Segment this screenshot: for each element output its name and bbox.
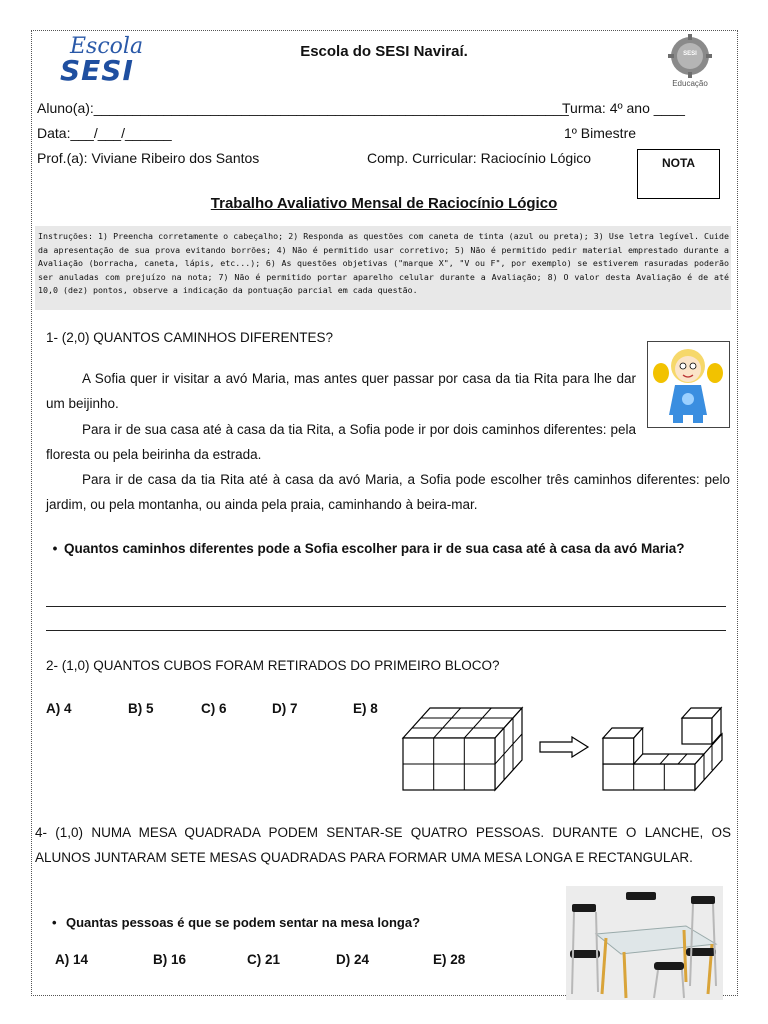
- table-chairs-photo: [566, 886, 723, 1000]
- school-name: Escola do SESI Naviraí.: [300, 43, 468, 60]
- logo-escola-text: Escola: [70, 34, 144, 59]
- q1-paragraph-2: Para ir de sua casa até à casa da tia Rita, a Sofia pode ir por dois caminhos diferentes: pela floresta ou pela beirinha da estrada.: [46, 422, 636, 462]
- q4-question: [52, 910, 552, 935]
- q4-option-c[interactable]: C) 21: [247, 952, 281, 967]
- aluno-field[interactable]: Aluno(a):_____________________________________________________________: [37, 100, 569, 116]
- bimestre-label: 1º Bimestre: [564, 125, 637, 141]
- q4-option-e[interactable]: E) 28: [433, 952, 466, 967]
- q4-option-d[interactable]: D) 24: [336, 952, 370, 967]
- q1-paragraph-1: A Sofia quer ir visitar a avó Maria, mas antes quer passar por casa da tia Rita para lhe dar um beijinho.: [46, 371, 636, 411]
- data-field[interactable]: Data:___/___/______: [37, 125, 172, 141]
- cube-block-remaining-icon: [600, 702, 725, 792]
- badge-bottom-text: Educação: [672, 79, 708, 88]
- logo-sesi-text: SESI: [60, 54, 134, 87]
- q4-option-b[interactable]: B) 16: [153, 952, 187, 967]
- bullet-icon: •: [52, 915, 57, 930]
- q4-heading: 4- (1,0) NUMA MESA QUADRADA PODEM SENTAR-SE QUATRO PESSOAS. DURANTE O LANCHE, OS ALUNOS JUNTARAM SETE MESAS QUADRADAS PARA FORMAR UMA MESA LONGA E RECTANGULAR.: [35, 825, 731, 865]
- page-title: Trabalho Avaliativo Mensal de Raciocínio Lógico: [210, 195, 558, 212]
- sofia-cartoon-icon: [647, 341, 730, 428]
- teacher-name: Prof.(a): Viviane Ribeiro dos Santos: [37, 150, 260, 166]
- q1-heading: 1- (2,0) QUANTOS CAMINHOS DIFERENTES?: [46, 330, 334, 345]
- arrow-right-icon: [538, 736, 590, 758]
- q4-question-text: Quantas pessoas é que se podem sentar na mesa longa?: [66, 915, 421, 930]
- q1-question: [46, 536, 730, 561]
- turma-field[interactable]: Turma: 4º ano ____: [562, 100, 685, 116]
- q4-option-a[interactable]: A) 14: [55, 952, 89, 967]
- answer-line-2[interactable]: [46, 630, 726, 631]
- q1-question-text: Quantos caminhos diferentes pode a Sofia escolher para ir de sua casa até à casa da avó Maria?: [64, 541, 685, 556]
- q2-option-e[interactable]: E) 8: [353, 701, 378, 716]
- sesi-education-badge-icon: [664, 34, 716, 94]
- q2-option-c[interactable]: C) 6: [201, 701, 227, 716]
- bullet-icon: •: [52, 541, 58, 556]
- nota-box[interactable]: NOTA: [637, 149, 720, 199]
- badge-top-text: SESI: [683, 51, 697, 57]
- cube-block-full-icon: [400, 702, 525, 792]
- q2-option-d[interactable]: D) 7: [272, 701, 298, 716]
- subject-label: Comp. Curricular: Raciocínio Lógico: [367, 150, 592, 166]
- q1-paragraph-3: Para ir de casa da tia Rita até à casa da avó Maria, a Sofia pode escolher três caminhos diferentes: pelo jardim, ou pela montanha, ou ainda pela praia, caminhando à beira-mar.: [46, 472, 730, 512]
- q2-option-a[interactable]: A) 4: [46, 701, 72, 716]
- instructions-box: Instruções: 1) Preencha corretamente o cabeçalho; 2) Responda as questões com caneta de tinta (azul ou preta); 3) Use letra legível. Cuide da apresentação de sua prova evitando borrões; 4) Não é permitido usar corretivo; 5) Não é permitido pedir material emprestado durante a Avaliação (borracha, caneta, lápis, etc...); 6) As questões objetivas ("marque X", "V ou F", por exemplo) se estiverem rasuradas poderão ser anuladas com prejuízo na nota; 7) Não é permitido portar aparelho celular durante a Avaliação; 8) O valor desta Avaliação é de até 10,0 (dez) pontos, observe a indicação da pontuação parcial em cada questão.: [35, 226, 731, 310]
- q2-option-b[interactable]: B) 5: [128, 701, 154, 716]
- q2-heading: 2- (1,0) QUANTOS CUBOS FORAM RETIRADOS DO PRIMEIRO BLOCO?: [46, 658, 500, 673]
- answer-line-1[interactable]: [46, 606, 726, 607]
